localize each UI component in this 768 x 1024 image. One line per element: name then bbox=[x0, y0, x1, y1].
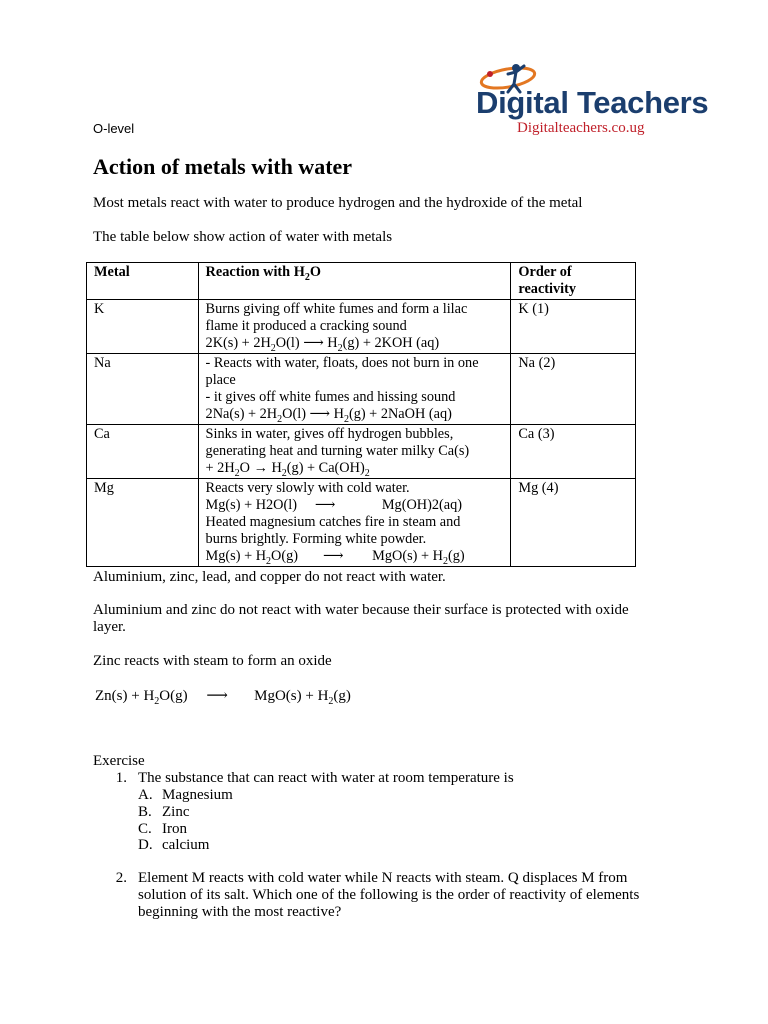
equation-part: + 2H bbox=[205, 460, 235, 476]
option-text: Zinc bbox=[162, 804, 190, 820]
reaction-equation bbox=[206, 460, 504, 477]
reaction-text: Reacts very slowly with cold water. bbox=[205, 480, 410, 496]
intro-paragraph: Most metals react with water to produce hydrogen and the hydroxide of the metal bbox=[93, 195, 583, 211]
table-header-row bbox=[87, 263, 636, 300]
subscript: 2 bbox=[154, 696, 160, 707]
reaction-table bbox=[86, 262, 636, 567]
cell-order: Mg (4) bbox=[511, 479, 636, 567]
reaction-text: Heated magnesium catches fire in steam and bbox=[205, 514, 461, 530]
question-number: 1. bbox=[115, 770, 127, 786]
subscript: 2 bbox=[328, 696, 334, 707]
option-text: Magnesium bbox=[162, 787, 233, 803]
cell-metal: Na bbox=[87, 354, 199, 425]
cell-reaction bbox=[198, 300, 511, 354]
cell-metal: Mg bbox=[87, 479, 199, 567]
cell-reaction bbox=[198, 354, 511, 425]
equation-part: 2Na(s) + 2H bbox=[205, 406, 278, 422]
question-text: beginning with the most reactive? bbox=[138, 904, 342, 920]
equation-part: O(g) ⟶ MgO(s) + H bbox=[159, 688, 329, 704]
table-row bbox=[87, 300, 636, 354]
subscript: 2 bbox=[343, 413, 349, 425]
cell-reaction bbox=[198, 479, 511, 567]
option-letter: A. bbox=[138, 787, 153, 803]
paragraph-no-reaction: Aluminium, zinc, lead, and copper do not react with water. bbox=[93, 569, 446, 585]
question-text: solution of its salt. Which one of the following is the order of reactivity of elements bbox=[138, 887, 640, 903]
reaction-text: burns brightly. Forming white powder. bbox=[205, 531, 427, 547]
header-order-line: Order of bbox=[518, 264, 572, 280]
equation-part: (g) + Ca(OH) bbox=[286, 460, 365, 476]
cell-metal: K bbox=[87, 300, 199, 354]
subscript: 2 bbox=[234, 467, 240, 479]
equation-part: 2K(s) + 2H bbox=[205, 335, 271, 351]
table-row bbox=[87, 425, 636, 479]
subscript: 2 bbox=[270, 342, 276, 354]
question-text: The substance that can react with water at room temperature is bbox=[138, 770, 514, 786]
header-metal-label: Metal bbox=[94, 264, 130, 280]
table-row bbox=[87, 479, 636, 567]
subscript: 2 bbox=[266, 555, 272, 567]
reaction-text: Mg(s) + H2O(l) ⟶ Mg(OH)2(aq) bbox=[205, 497, 463, 513]
reaction-text: - it gives off white fumes and hissing sound bbox=[205, 389, 456, 405]
equation-part: (g) + 2NaOH (aq) bbox=[348, 406, 452, 422]
cell-metal: Ca bbox=[87, 425, 199, 479]
reaction-text: Sinks in water, gives off hydrogen bubbles, bbox=[205, 426, 454, 442]
logo-website: Digitalteachers.co.ug bbox=[517, 120, 645, 136]
paragraph-oxide-layer: Aluminium and zinc do not react with water because their surface is protected with oxide layer. bbox=[93, 602, 629, 635]
equation-part: Mg(s) + H bbox=[205, 548, 267, 564]
exercise-heading: Exercise bbox=[93, 753, 145, 769]
table-intro-paragraph: The table below show action of water with metals bbox=[93, 229, 393, 245]
logo bbox=[470, 62, 710, 142]
subscript: 2 bbox=[364, 467, 370, 479]
header-metal bbox=[87, 263, 199, 300]
question-text: Element M reacts with cold water while N reacts with steam. Q displaces M from bbox=[138, 870, 628, 886]
reaction-text: - Reacts with water, floats, does not burn in one bbox=[205, 355, 479, 371]
option-letter: D. bbox=[138, 837, 153, 853]
reaction-equation bbox=[206, 335, 504, 352]
equation-part: (g) bbox=[447, 548, 465, 564]
header-reaction bbox=[198, 263, 511, 300]
equation-part: O → H bbox=[239, 460, 282, 476]
cell-reaction bbox=[198, 425, 511, 479]
subscript: 2 bbox=[281, 467, 287, 479]
subscript: 2 bbox=[337, 342, 343, 354]
subscript: 2 bbox=[304, 271, 310, 283]
header-reaction-tail: O bbox=[309, 264, 321, 280]
header-order bbox=[511, 263, 636, 300]
exercise-section bbox=[93, 753, 693, 933]
option-text: calcium bbox=[162, 837, 210, 853]
reaction-equation bbox=[206, 406, 504, 423]
page-title: Action of metals with water bbox=[93, 154, 353, 179]
reaction-text: place bbox=[205, 372, 236, 388]
zinc-equation bbox=[95, 688, 351, 705]
cell-order: K (1) bbox=[511, 300, 636, 354]
equation-part: O(l) ⟶ H bbox=[282, 406, 344, 422]
question-number: 2. bbox=[115, 870, 127, 886]
subscript: 2 bbox=[277, 413, 283, 425]
level-label: O-level bbox=[93, 121, 135, 136]
reaction-equation bbox=[206, 548, 504, 565]
cell-order: Ca (3) bbox=[511, 425, 636, 479]
subscript: 2 bbox=[442, 555, 448, 567]
table-row bbox=[87, 354, 636, 425]
reaction-text: flame it produced a cracking sound bbox=[205, 318, 407, 334]
reaction-text: generating heat and turning water milky Ca(s) bbox=[205, 443, 470, 459]
equation-part: O(g) ⟶ MgO(s) + H bbox=[271, 548, 443, 564]
header-reaction-label: Reaction with H bbox=[205, 264, 305, 280]
equation-part: (g) + 2KOH (aq) bbox=[342, 335, 440, 351]
logo-name: Digital Teachers bbox=[476, 85, 709, 120]
header-order-line: reactivity bbox=[518, 281, 577, 297]
option-letter: C. bbox=[138, 821, 152, 837]
equation-part: O(l) ⟶ H bbox=[275, 335, 338, 351]
option-letter: B. bbox=[138, 804, 152, 820]
reaction-text: Burns giving off white fumes and form a lilac bbox=[205, 301, 468, 317]
equation-part: (g) bbox=[333, 688, 351, 704]
cell-order: Na (2) bbox=[511, 354, 636, 425]
paragraph-zinc-steam: Zinc reacts with steam to form an oxide bbox=[93, 653, 332, 669]
option-text: Iron bbox=[162, 821, 187, 837]
equation-part: Zn(s) + H bbox=[95, 688, 155, 704]
